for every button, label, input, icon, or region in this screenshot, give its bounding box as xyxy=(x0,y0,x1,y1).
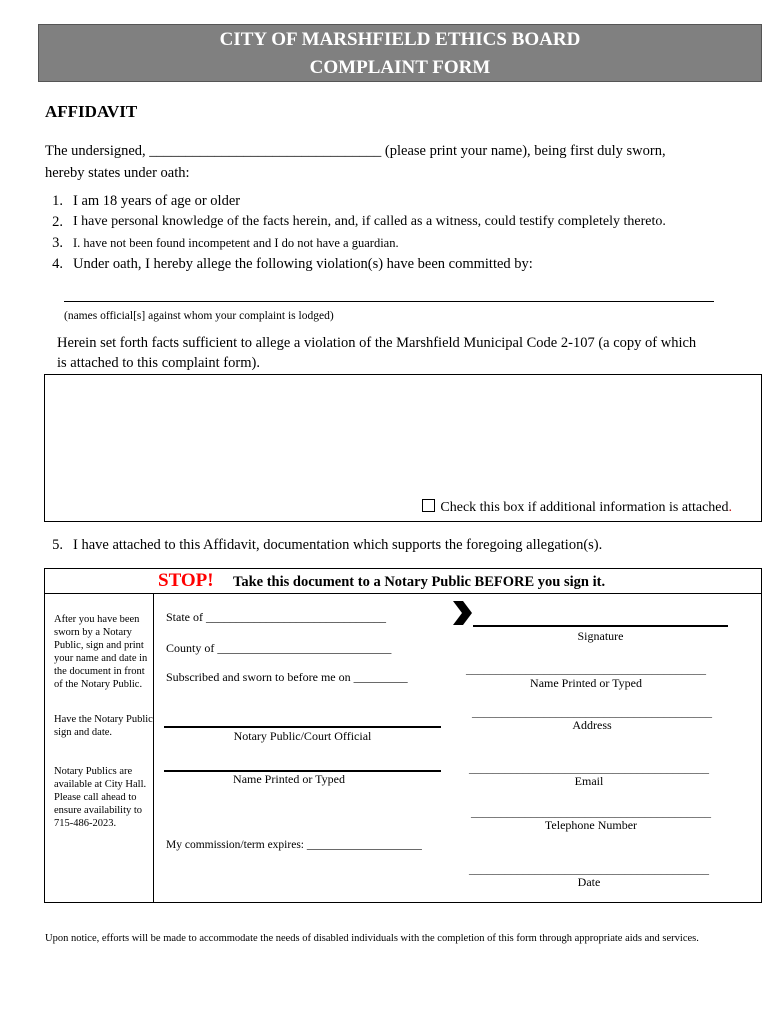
list-item xyxy=(45,214,745,234)
telephone-blank[interactable]: ________________________________________ xyxy=(471,805,711,819)
stop-banner xyxy=(45,569,761,594)
intro-suffix: (please print your name), being first duly sworn, xyxy=(384,143,666,159)
subscribed-field[interactable]: Subscribed and sworn to before me on _________ xyxy=(166,670,408,684)
side-note-sign: After you have been sworn by a Notary Public, sign and print your name and date in the document in front of the Notary Public. xyxy=(54,614,148,690)
date-blank[interactable]: ________________________________________ xyxy=(469,862,709,876)
officials-input-line[interactable] xyxy=(64,301,714,302)
item-number: 1. xyxy=(52,193,63,209)
intro-line2: hereby states under oath: xyxy=(45,165,190,181)
officials-caption: (names official[s] against whom your complaint is lodged) xyxy=(64,310,334,322)
notary-name-label: Name Printed or Typed xyxy=(233,772,345,786)
header-title: CITY OF MARSHFIELD ETHICS BOARD xyxy=(219,29,581,50)
list-item xyxy=(45,235,745,255)
herein-paragraph xyxy=(57,333,747,373)
telephone-label: Telephone Number xyxy=(544,818,638,832)
list-item xyxy=(45,537,745,557)
notary-instruction: Take this document to a Notary Public BEFORE you sign it. xyxy=(233,574,606,590)
intro-prefix: The undersigned, xyxy=(45,143,146,159)
sign-here-arrow-icon xyxy=(451,599,473,627)
herein-line1: Herein set forth facts sufficient to allege a violation of the Marshfield Municipal Code 2-107 (a copy of which xyxy=(57,335,697,351)
item-text: I have attached to this Affidavit, documentation which supports the foregoing allegation(s). xyxy=(73,537,603,553)
accessibility-footer: Upon notice, efforts will be made to accommodate the needs of disabled individuals with the completion of this form through appropriate aids and services. xyxy=(45,933,699,944)
item-number: 2. xyxy=(52,214,63,230)
notary-section xyxy=(44,568,762,903)
state-field[interactable]: State of ______________________________ xyxy=(166,610,386,624)
name-blank-right[interactable]: ________________________________________ xyxy=(466,662,706,676)
item-text: I. have not been found incompetent and I do not have a guardian. xyxy=(73,236,399,250)
section-title: AFFIDAVIT xyxy=(45,102,138,121)
notary-official-label: Notary Public/Court Official xyxy=(233,729,372,743)
signature-label: Signature xyxy=(577,629,624,643)
header-subtitle: COMPLAINT FORM xyxy=(309,57,491,78)
herein-line2: is attached to this complaint form). xyxy=(57,355,260,371)
item-number: 3. xyxy=(52,235,63,251)
email-label: Email xyxy=(574,774,604,788)
email-blank[interactable]: ________________________________________ xyxy=(469,761,709,775)
side-note-availability: Notary Publics are available at City Hall. Please call ahead to ensure availability to 715-486-2023. xyxy=(54,766,147,829)
stop-label: STOP! xyxy=(158,570,214,591)
commission-field[interactable]: My commission/term expires: ____________________ xyxy=(166,839,422,851)
attachment-checkbox[interactable] xyxy=(422,499,435,512)
list-item xyxy=(45,256,745,276)
attachment-checkbox-row xyxy=(422,499,732,516)
list-item xyxy=(45,193,745,213)
name-blank[interactable]: ________________________________ xyxy=(149,143,382,159)
side-note-notary: Have the Notary Public sign and date. xyxy=(54,714,153,738)
item-text: I have personal knowledge of the facts herein, and, if called as a witness, could testify completely thereto. xyxy=(73,214,666,229)
checkbox-period: . xyxy=(728,500,732,515)
form-header xyxy=(38,24,762,82)
address-label: Address xyxy=(572,718,612,732)
item-number: 4. xyxy=(52,256,63,272)
county-field[interactable]: County of _____________________________ xyxy=(166,641,392,655)
notary-signature-line[interactable] xyxy=(164,726,441,728)
item-text: Under oath, I hereby allege the following violation(s) have been committed by: xyxy=(73,256,533,272)
item-number: 5. xyxy=(52,537,63,553)
name-printed-label: Name Printed or Typed xyxy=(530,676,642,690)
date-label: Date xyxy=(577,875,601,889)
signature-line[interactable] xyxy=(473,625,728,627)
intro-paragraph xyxy=(45,140,735,184)
checkbox-label: Check this box if additional information is attached xyxy=(440,500,729,515)
address-blank[interactable]: ________________________________________ xyxy=(472,705,712,719)
item-text: I am 18 years of age or older xyxy=(73,193,241,209)
